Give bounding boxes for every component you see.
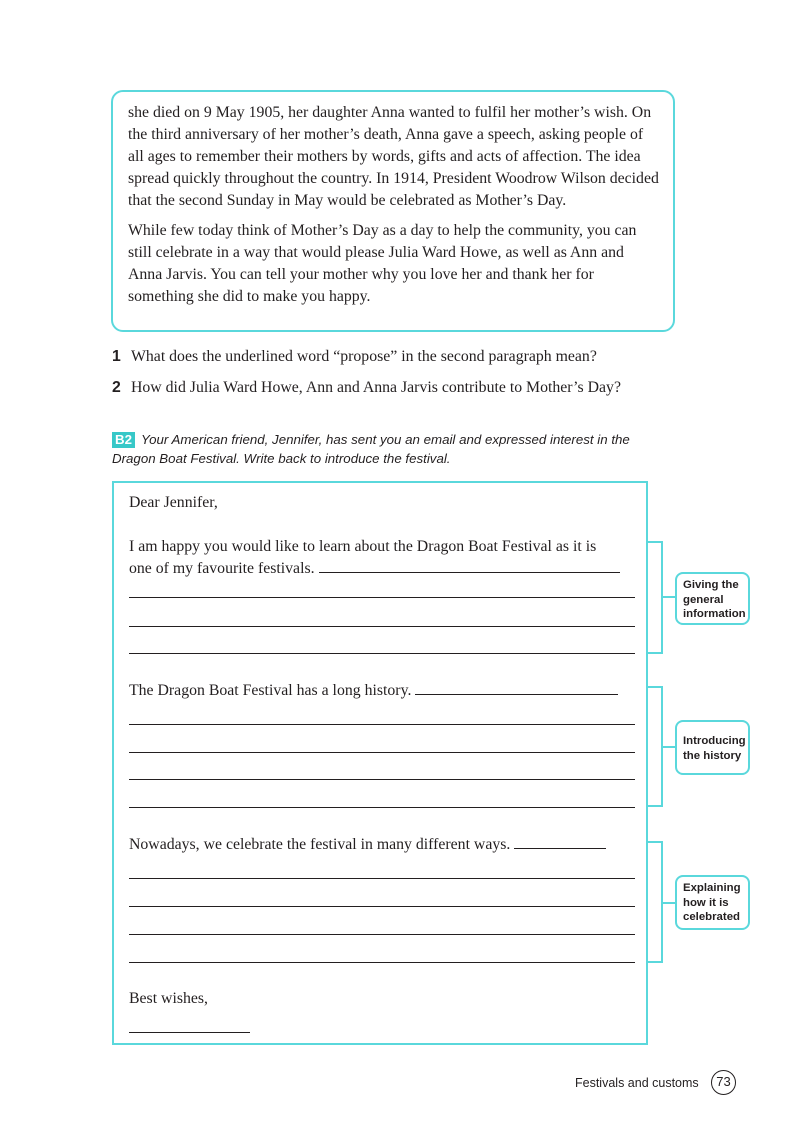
writing-line[interactable] (129, 906, 635, 907)
question-2 (112, 377, 621, 399)
task-instruction (112, 430, 672, 468)
letter-para3-text: Nowadays, we celebrate the festival in many different ways. (129, 836, 511, 853)
question-text: What does the underlined word “propose” in the second paragraph mean? (131, 348, 597, 365)
writing-line[interactable] (129, 779, 635, 780)
page-number: 73 (711, 1070, 736, 1095)
writing-line[interactable] (129, 724, 635, 725)
signature-line[interactable] (129, 1032, 250, 1033)
footer-section-title: Festivals and customs (575, 1076, 699, 1090)
reading-paragraph-2: While few today think of Mother’s Day as a day to help the community, you can still celebrate in a way that would please Julia Ward Howe, as well as Ann and Anna Jarvis. You can tell your mother why you love her and thank her for something she did to make you happy. (128, 222, 637, 305)
letter-writing-box (112, 481, 648, 1045)
writing-blank[interactable] (514, 847, 606, 849)
question-1 (112, 346, 597, 368)
writing-line[interactable] (129, 653, 635, 654)
writing-line[interactable] (129, 752, 635, 753)
letter-para2-text: The Dragon Boat Festival has a long history. (129, 682, 412, 699)
writing-line[interactable] (129, 597, 635, 598)
bracket-connector (661, 902, 675, 904)
reading-passage-box (111, 90, 675, 332)
question-number: 2 (112, 379, 121, 396)
question-text: How did Julia Ward Howe, Ann and Anna Jarvis contribute to Mother’s Day? (131, 379, 621, 396)
letter-para1-line2 (129, 559, 620, 579)
task-badge: B2 (112, 432, 135, 448)
label-introducing-history: Introducing the history (675, 720, 750, 775)
letter-closing: Best wishes, (129, 990, 208, 1007)
letter-para2-line (129, 681, 618, 701)
writing-blank[interactable] (415, 693, 618, 695)
writing-line[interactable] (129, 934, 635, 935)
writing-blank[interactable] (319, 571, 620, 573)
writing-line[interactable] (129, 878, 635, 879)
reading-paragraph-1: she died on 9 May 1905, her daughter Anna wanted to fulfil her mother’s wish. On the third anniversary of her mother’s death, Anna gave a speech, asking people of all ages to remember their mothers by words, gifts and acts of affection. The idea spread quickly throughout the country. In 1914, President Woodrow Wilson decided that the second Sunday in May would be celebrated as Mother’s Day. (128, 104, 659, 209)
question-number: 1 (112, 348, 121, 365)
bracket-connector (661, 746, 675, 748)
letter-para1-text: one of my favourite festivals. (129, 560, 315, 577)
task-text: Your American friend, Jennifer, has sent you an email and expressed interest in the Dragon Boat Festival. Write back to introduce the festival. (112, 432, 630, 466)
letter-greeting: Dear Jennifer, (129, 494, 218, 511)
writing-line[interactable] (129, 807, 635, 808)
label-explaining-celebration: Explaining how it is celebrated (675, 875, 750, 930)
letter-para1-line1: I am happy you would like to learn about the Dragon Boat Festival as it is (129, 538, 597, 555)
bracket-connector (661, 596, 675, 598)
writing-line[interactable] (129, 626, 635, 627)
label-general-information: Giving the general information (675, 572, 750, 625)
writing-line[interactable] (129, 962, 635, 963)
letter-para3-line (129, 835, 606, 855)
